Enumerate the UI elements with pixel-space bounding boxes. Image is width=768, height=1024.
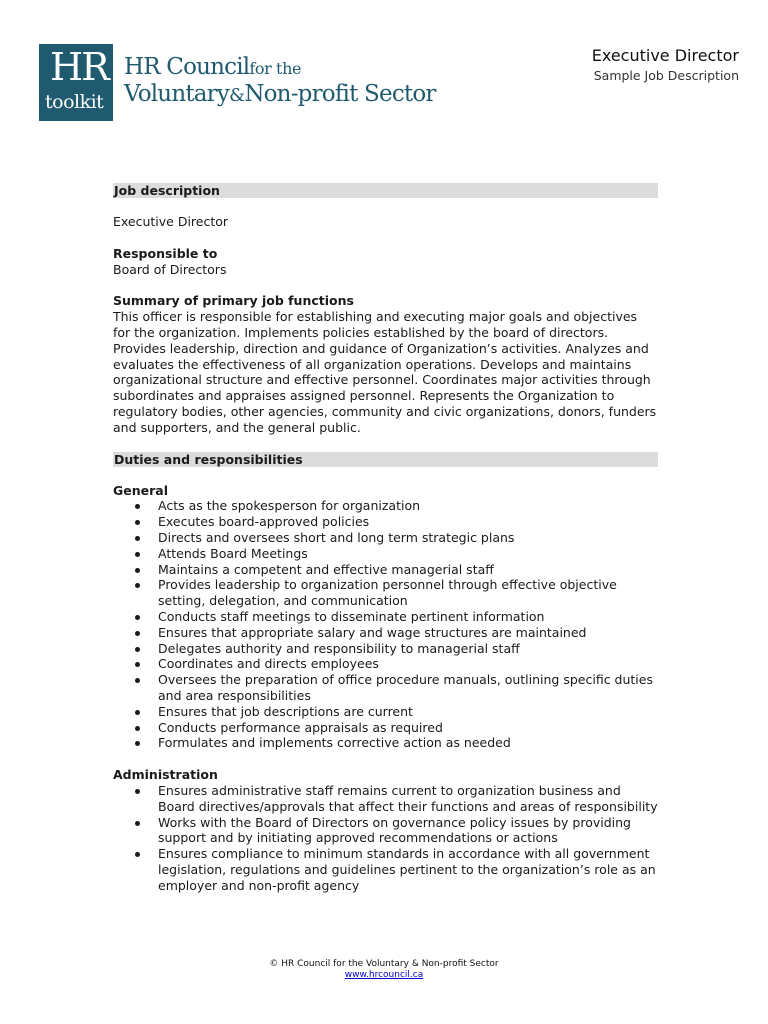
list-item: Ensures administrative staff remains current to organization business and Board directives/approvals that affect their functions and areas of responsibility xyxy=(158,782,658,814)
section-heading-job-description: Job description xyxy=(113,183,658,198)
list-item: Maintains a competent and effective managerial staff xyxy=(158,562,658,578)
document-body xyxy=(113,183,658,893)
administration-duties-list xyxy=(113,783,658,894)
list-item: Conducts performance appraisals as required xyxy=(158,720,658,736)
list-item: Ensures that appropriate salary and wage structures are maintained xyxy=(158,625,658,641)
list-item: Acts as the spokesperson for organization xyxy=(158,498,658,514)
org-name-part: HR Council xyxy=(124,54,250,80)
list-item: Attends Board Meetings xyxy=(158,546,658,562)
responsible-to-label: Responsible to xyxy=(113,245,218,261)
org-name-part: Non-profit Sector xyxy=(244,81,436,107)
general-duties-list xyxy=(113,498,658,751)
section-heading-duties: Duties and responsibilities xyxy=(113,452,658,467)
org-name-wordmark xyxy=(124,55,436,109)
list-item: Formulates and implements corrective action as needed xyxy=(158,735,658,751)
document-subtitle: Sample Job Description xyxy=(593,68,739,83)
general-label: General xyxy=(113,482,168,498)
responsible-to-value: Board of Directors xyxy=(113,261,227,277)
list-item: Executes board-approved policies xyxy=(158,514,658,530)
list-item: Provides leadership to organization personnel through effective objective setting, delegation, and communication xyxy=(158,577,658,609)
job-title-value: Executive Director xyxy=(113,214,229,229)
org-name-part: for the xyxy=(249,59,302,78)
footer-copyright: © HR Council for the Voluntary & Non-profit Sector xyxy=(269,959,499,969)
list-item: Oversees the preparation of office procedure manuals, outlining specific duties and area responsibilities xyxy=(158,672,658,704)
list-item: Ensures compliance to minimum standards in accordance with all government legislation, regulations and guidelines pertinent to the organization’s role as an employer and non-profit agency xyxy=(158,846,658,893)
hr-toolkit-logo xyxy=(39,44,113,121)
page-footer xyxy=(0,959,768,981)
summary-text: This officer is responsible for establishing and executing major goals and objectives for the organization. Implements policies established by the board of directors. Provides leadership, direction and guidance of Organization’s activities. Analyzes and evaluates the effectiveness of all organization operations. Develops and maintains organizational structure and effective personnel. Coordinates major activities through subordinates and appraises assigned personnel. Represents the Organization to regulatory bodies, other agencies, community and civic organizations, donors, funders and supporters, and the general public. xyxy=(113,309,657,435)
list-item: Works with the Board of Directors on governance policy issues by providing support and by initiating approved recommendations or actions xyxy=(158,815,658,847)
list-item: Coordinates and directs employees xyxy=(158,656,658,672)
document-title: Executive Director xyxy=(591,46,739,65)
footer-website-link[interactable]: www.hrcouncil.ca xyxy=(344,970,424,980)
org-name-part: Voluntary xyxy=(124,81,230,107)
org-name-ampersand: & xyxy=(229,85,245,106)
list-item: Conducts staff meetings to disseminate pertinent information xyxy=(158,609,658,625)
list-item: Delegates authority and responsibility to managerial staff xyxy=(158,641,658,657)
list-item: Ensures that job descriptions are current xyxy=(158,704,658,720)
summary-label: Summary of primary job functions xyxy=(113,293,354,309)
administration-label: Administration xyxy=(113,767,218,783)
list-item: Directs and oversees short and long term strategic plans xyxy=(158,530,658,546)
logo-hr-text: HR xyxy=(50,45,108,89)
logo-toolkit-text: toolkit xyxy=(45,91,104,113)
